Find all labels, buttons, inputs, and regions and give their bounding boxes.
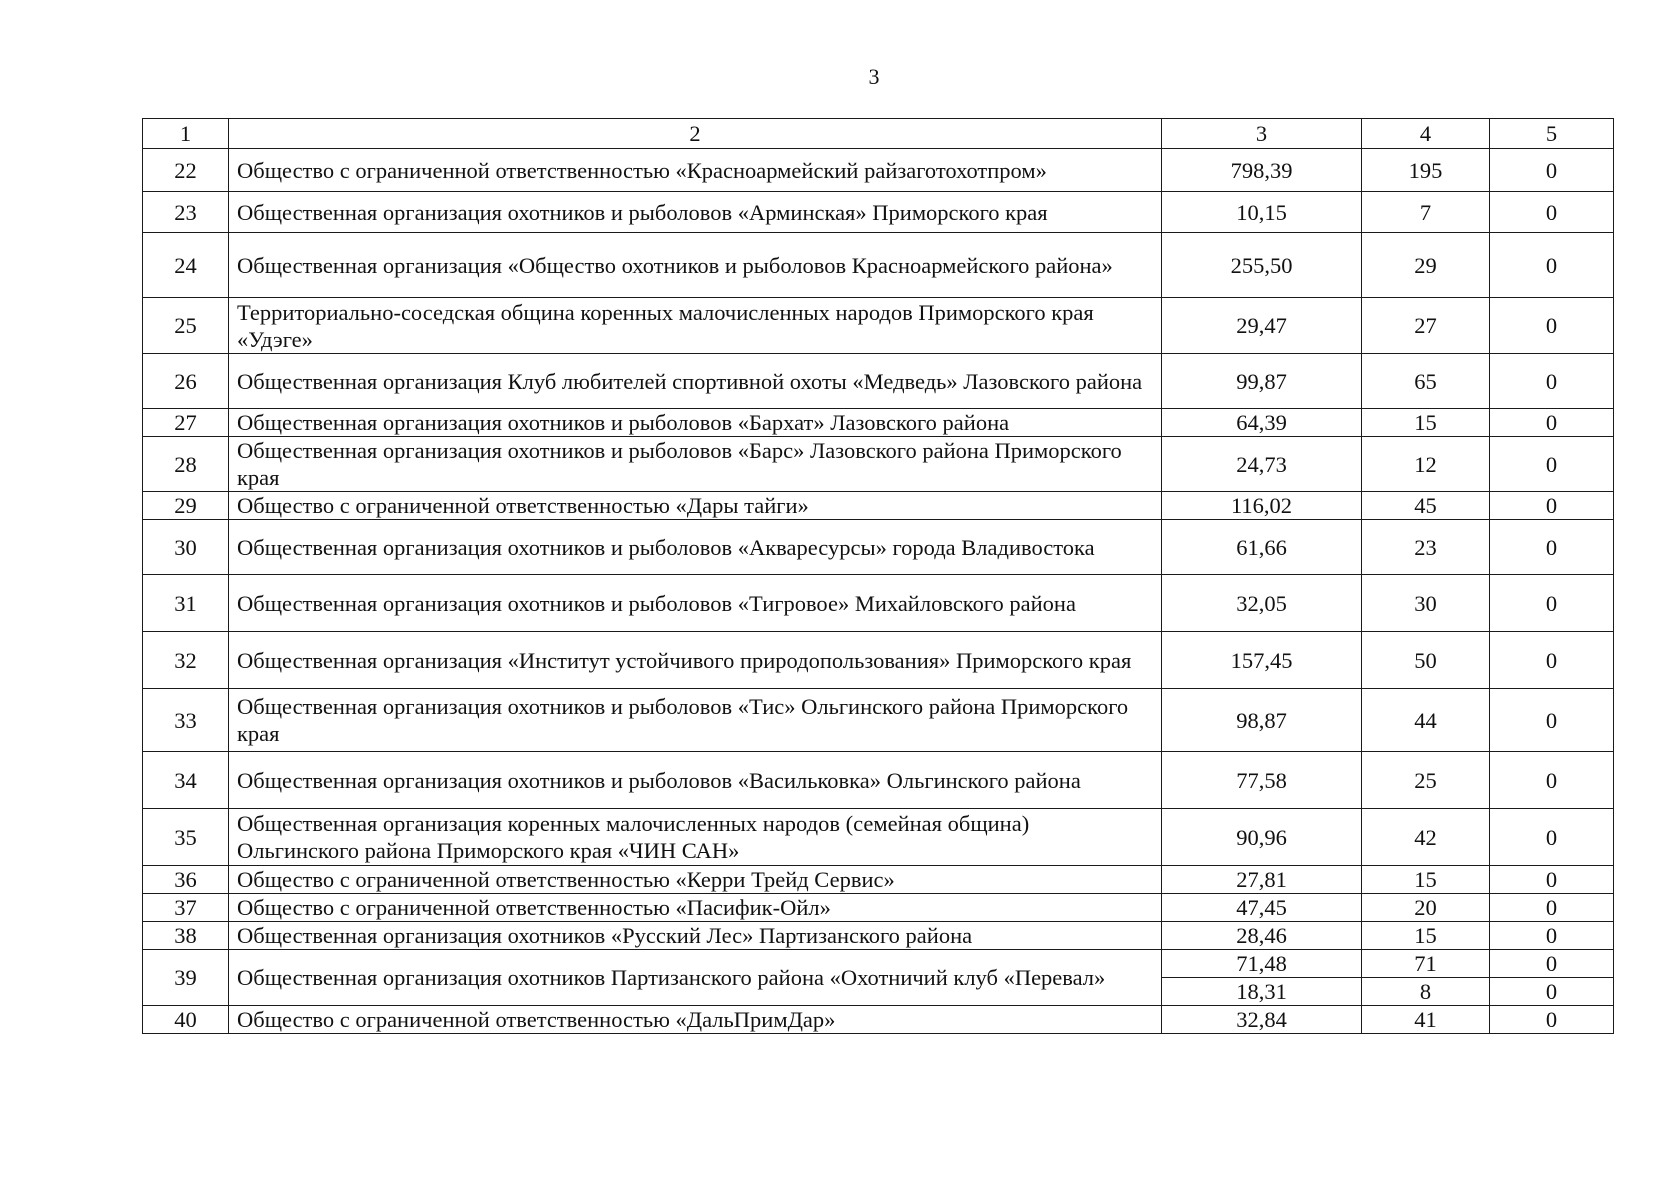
table-row <box>143 520 1614 575</box>
page-number: 3 <box>868 64 880 89</box>
table-row <box>143 298 1614 354</box>
value-col-5: 0 <box>1490 978 1614 1006</box>
value-col-4: 8 <box>1362 978 1490 1006</box>
value-col-4: 65 <box>1362 354 1490 409</box>
row-number: 31 <box>143 575 229 632</box>
value-col-4: 15 <box>1362 409 1490 437</box>
table-row <box>143 192 1614 233</box>
organization-name: Общественная организация охотников и рыболовов «Арминская» Приморского края <box>229 192 1162 233</box>
organization-name: Общественная организация «Общество охотников и рыболовов Красноармейского района» <box>229 233 1162 298</box>
value-col-5: 0 <box>1490 437 1614 492</box>
row-number: 39 <box>143 950 229 1006</box>
organization-name: Общественная организация охотников и рыболовов «Акваресурсы» города Владивостока <box>229 520 1162 575</box>
organization-name: Общественная организация охотников и рыболовов «Тигровое» Михайловского района <box>229 575 1162 632</box>
row-number: 37 <box>143 894 229 922</box>
value-col-5: 0 <box>1490 149 1614 192</box>
value-col-4: 12 <box>1362 437 1490 492</box>
value-col-3: 29,47 <box>1162 298 1362 354</box>
organization-name: Общественная организация коренных малочисленных народов (семейная община) Ольгинского района Приморского края «ЧИН САН» <box>229 809 1162 866</box>
row-number: 27 <box>143 409 229 437</box>
organization-name: Общество с ограниченной ответственностью «Красноармейский райзаготохотпром» <box>229 149 1162 192</box>
value-col-5: 0 <box>1490 809 1614 866</box>
table-row <box>143 894 1614 922</box>
value-col-5: 0 <box>1490 298 1614 354</box>
value-col-3: 798,39 <box>1162 149 1362 192</box>
organization-name: Территориально-соседская община коренных малочисленных народов Приморского края «Удэге» <box>229 298 1162 354</box>
value-col-3: 157,45 <box>1162 632 1362 689</box>
row-number: 23 <box>143 192 229 233</box>
value-col-4: 45 <box>1362 492 1490 520</box>
column-header-2: 2 <box>229 119 1162 149</box>
organization-name: Общественная организация охотников Партизанского района «Охотничий клуб «Перевал» <box>229 950 1162 1006</box>
value-col-3: 61,66 <box>1162 520 1362 575</box>
row-number: 30 <box>143 520 229 575</box>
value-col-5: 0 <box>1490 950 1614 978</box>
value-col-3: 24,73 <box>1162 437 1362 492</box>
table-row <box>143 809 1614 866</box>
column-header-1: 1 <box>143 119 229 149</box>
value-col-5: 0 <box>1490 894 1614 922</box>
row-number: 29 <box>143 492 229 520</box>
value-col-3: 18,31 <box>1162 978 1362 1006</box>
value-col-4: 29 <box>1362 233 1490 298</box>
organization-name: Общественная организация охотников «Русский Лес» Партизанского района <box>229 922 1162 950</box>
row-number: 33 <box>143 689 229 752</box>
value-col-3: 99,87 <box>1162 354 1362 409</box>
value-col-4: 25 <box>1362 752 1490 809</box>
organization-name: Общество с ограниченной ответственностью «ДальПримДар» <box>229 1006 1162 1034</box>
value-col-3: 71,48 <box>1162 950 1362 978</box>
value-col-4: 50 <box>1362 632 1490 689</box>
row-number: 40 <box>143 1006 229 1034</box>
value-col-3: 64,39 <box>1162 409 1362 437</box>
value-col-5: 0 <box>1490 866 1614 894</box>
value-col-5: 0 <box>1490 354 1614 409</box>
row-number: 32 <box>143 632 229 689</box>
value-col-3: 77,58 <box>1162 752 1362 809</box>
table-row <box>143 922 1614 950</box>
value-col-4: 15 <box>1362 922 1490 950</box>
value-col-4: 41 <box>1362 1006 1490 1034</box>
row-number: 26 <box>143 354 229 409</box>
table-row <box>143 437 1614 492</box>
value-col-5: 0 <box>1490 233 1614 298</box>
value-col-5: 0 <box>1490 632 1614 689</box>
table-row <box>143 409 1614 437</box>
value-col-5: 0 <box>1490 1006 1614 1034</box>
value-col-3: 10,15 <box>1162 192 1362 233</box>
row-number: 24 <box>143 233 229 298</box>
organization-name: Общественная организация охотников и рыболовов «Тис» Ольгинского района Приморского края <box>229 689 1162 752</box>
value-col-3: 47,45 <box>1162 894 1362 922</box>
value-col-4: 7 <box>1362 192 1490 233</box>
value-col-5: 0 <box>1490 689 1614 752</box>
value-col-5: 0 <box>1490 409 1614 437</box>
value-col-3: 116,02 <box>1162 492 1362 520</box>
row-number: 34 <box>143 752 229 809</box>
organization-name: Общественная организация Клуб любителей спортивной охоты «Медведь» Лазовского района <box>229 354 1162 409</box>
table-row <box>143 950 1614 978</box>
value-col-4: 42 <box>1362 809 1490 866</box>
column-header-4: 4 <box>1362 119 1490 149</box>
value-col-3: 98,87 <box>1162 689 1362 752</box>
table-row <box>143 632 1614 689</box>
table-body <box>143 119 1614 1034</box>
value-col-5: 0 <box>1490 752 1614 809</box>
row-number: 35 <box>143 809 229 866</box>
column-header-3: 3 <box>1162 119 1362 149</box>
table-row <box>143 492 1614 520</box>
value-col-4: 195 <box>1362 149 1490 192</box>
row-number: 28 <box>143 437 229 492</box>
value-col-3: 32,05 <box>1162 575 1362 632</box>
organization-name: Общественная организация охотников и рыболовов «Бархат» Лазовского района <box>229 409 1162 437</box>
organization-name: Общество с ограниченной ответственностью «Дары тайги» <box>229 492 1162 520</box>
value-col-4: 71 <box>1362 950 1490 978</box>
row-number: 36 <box>143 866 229 894</box>
table-row <box>143 354 1614 409</box>
value-col-3: 27,81 <box>1162 866 1362 894</box>
table-row <box>143 575 1614 632</box>
table-row <box>143 866 1614 894</box>
table-row <box>143 752 1614 809</box>
organization-name: Общественная организация «Институт устойчивого природопользования» Приморского края <box>229 632 1162 689</box>
data-table <box>142 118 1614 1034</box>
header-row <box>143 119 1614 149</box>
value-col-3: 90,96 <box>1162 809 1362 866</box>
value-col-4: 20 <box>1362 894 1490 922</box>
value-col-4: 15 <box>1362 866 1490 894</box>
value-col-5: 0 <box>1490 192 1614 233</box>
table-row <box>143 233 1614 298</box>
value-col-5: 0 <box>1490 492 1614 520</box>
column-header-5: 5 <box>1490 119 1614 149</box>
value-col-5: 0 <box>1490 520 1614 575</box>
table-row <box>143 149 1614 192</box>
value-col-5: 0 <box>1490 922 1614 950</box>
value-col-4: 44 <box>1362 689 1490 752</box>
value-col-3: 32,84 <box>1162 1006 1362 1034</box>
table-row <box>143 1006 1614 1034</box>
row-number: 25 <box>143 298 229 354</box>
table-row <box>143 689 1614 752</box>
organization-name: Общественная организация охотников и рыболовов «Васильковка» Ольгинского района <box>229 752 1162 809</box>
value-col-5: 0 <box>1490 575 1614 632</box>
organization-name: Общество с ограниченной ответственностью «Керри Трейд Сервис» <box>229 866 1162 894</box>
value-col-3: 28,46 <box>1162 922 1362 950</box>
row-number: 22 <box>143 149 229 192</box>
value-col-4: 23 <box>1362 520 1490 575</box>
organization-name: Общественная организация охотников и рыболовов «Барс» Лазовского района Приморского края <box>229 437 1162 492</box>
organization-name: Общество с ограниченной ответственностью «Пасифик-Ойл» <box>229 894 1162 922</box>
value-col-4: 30 <box>1362 575 1490 632</box>
row-number: 38 <box>143 922 229 950</box>
value-col-3: 255,50 <box>1162 233 1362 298</box>
value-col-4: 27 <box>1362 298 1490 354</box>
